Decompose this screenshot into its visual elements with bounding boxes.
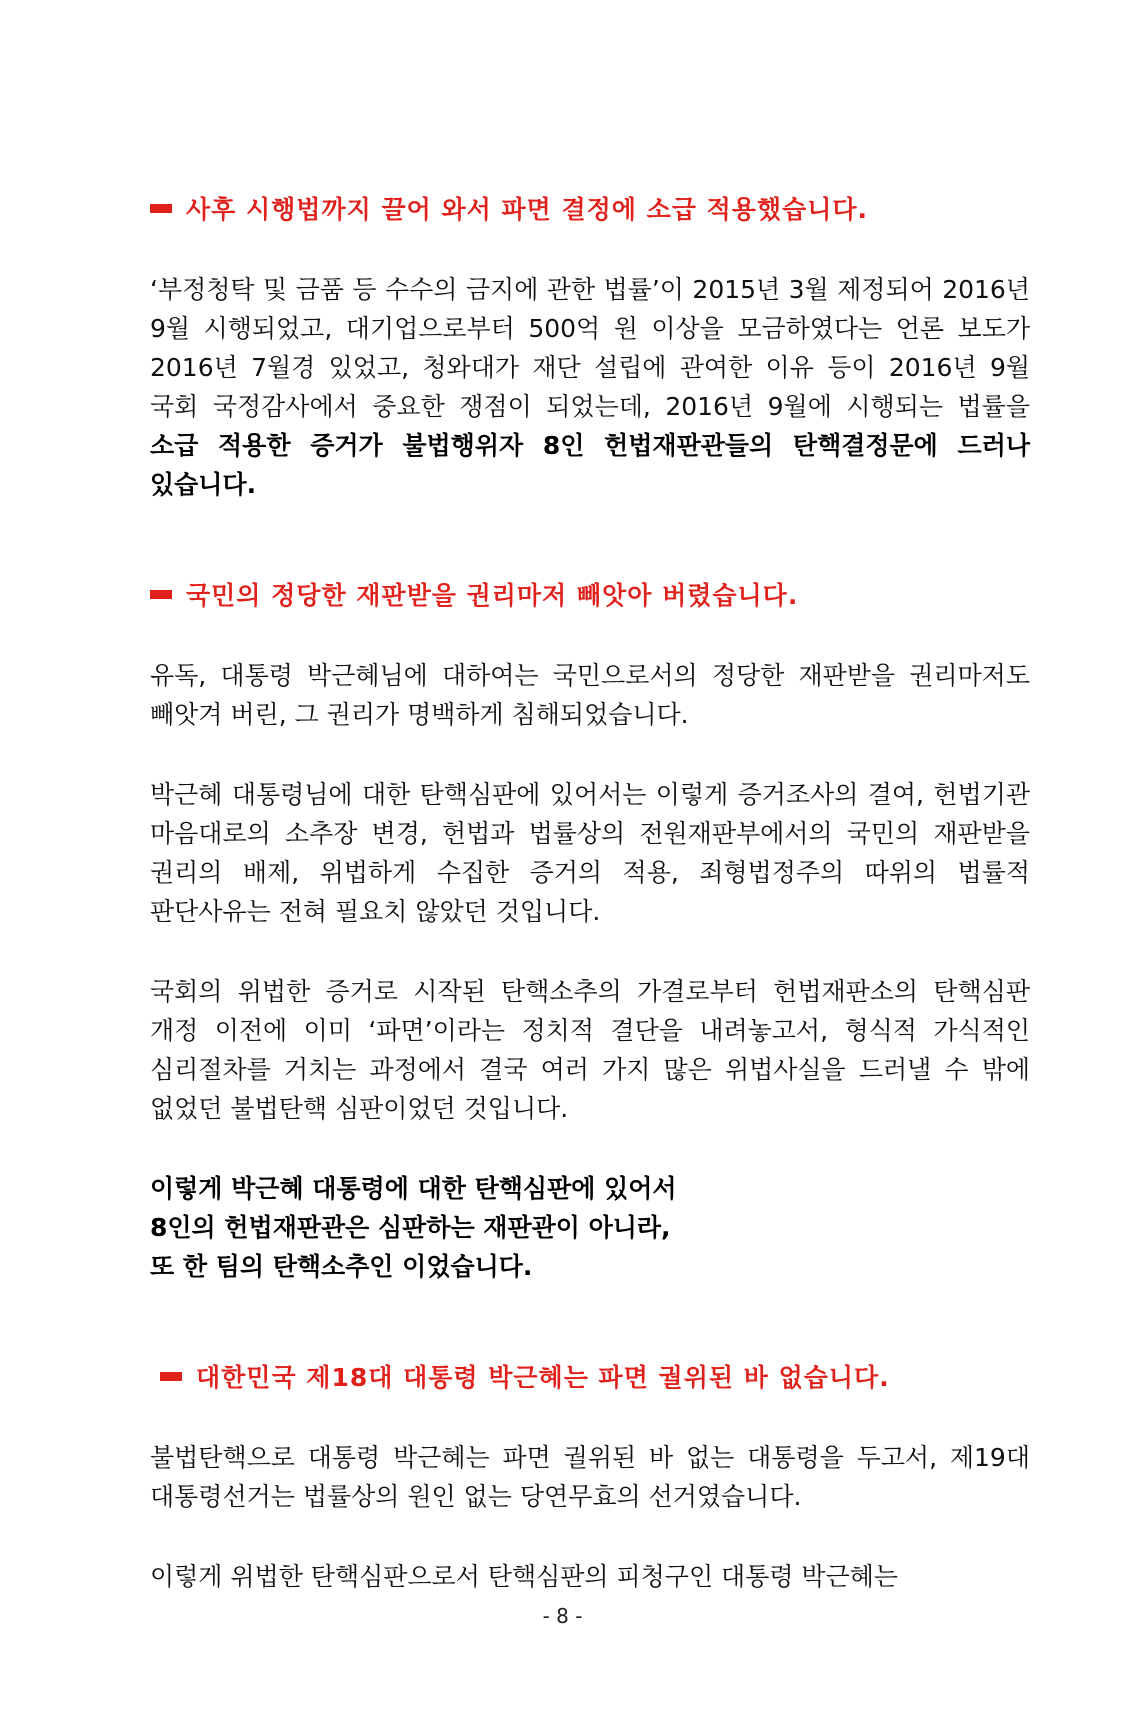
section-heading-2 xyxy=(150,576,1030,612)
bullet-marker-icon xyxy=(150,204,172,213)
section-3-paragraph-2: 이렇게 위법한 탄핵심판으로서 탄핵심판의 피청구인 대통령 박근혜는 xyxy=(150,1562,899,1591)
bold-line-3: 또 한 팀의 탄핵소추인 이었습니다. xyxy=(150,1252,533,1281)
bold-line-2: 8인의 헌법재판관은 심판하는 재판관이 아니라, xyxy=(150,1213,671,1242)
section-heading-2-text: 국민의 정당한 재판받을 권리마저 빼앗아 버렸습니다. xyxy=(186,581,799,610)
section-2-paragraph-1: 유독, 대통령 박근혜님에 대하여는 국민으로서의 정당한 재판받을 권리마저도 빼앗겨 버린, 그 권리가 명백하게 침해되었습니다. xyxy=(150,661,1030,729)
bold-line-1: 이렇게 박근혜 대통령에 대한 탄핵심판에 있어서 xyxy=(150,1174,677,1203)
section-1-paragraph-bold: 소급 적용한 증거가 불법행위자 8인 헌법재판관들의 탄핵결정문에 드러나 있습니다. xyxy=(150,431,1030,499)
bullet-marker-icon xyxy=(150,590,172,599)
section-1-paragraph-normal: ‘부정청탁 및 금품 등 수수의 금지에 관한 법률’이 2015년 3월 제정되어 2016년 9월 시행되었고, 대기업으로부터 500억 원 이상을 모금하였다는 언론 보도가 2016년 7월경 있었고, 청와대가 재단 설립에 관여한 이유 등이 2016년 9월 국회 국정감사에서 중요한 쟁점이 되었는데, 2016년 9월에 시행되는 법률을 xyxy=(150,275,1030,421)
section-2-paragraph-2: 박근혜 대통령님에 대한 탄핵심판에 있어서는 이렇게 증거조사의 결여, 헌법기관 마음대로의 소추장 변경, 헌법과 법률상의 전원재판부에서의 국민의 재판받을 권리의 배제, 위법하게 수집한 증거의 적용, 죄형법정주의 따위의 법률적 판단사유는 전혀 필요치 않았던 것입니다. xyxy=(150,780,1030,926)
section-heading-3 xyxy=(150,1358,1030,1394)
section-2-paragraph-3: 국회의 위법한 증거로 시작된 탄핵소추의 가결로부터 헌법재판소의 탄핵심판 개정 이전에 이미 ‘파면’이라는 정치적 결단을 내려놓고서, 형식적 가식적인 심리절차를 거치는 과정에서 결국 여러 가지 많은 위법사실을 드러낼 수 밖에 없었던 불법탄핵 심판이었던 것입니다. xyxy=(150,977,1030,1123)
page-number: - 8 - xyxy=(542,1604,583,1628)
section-heading-1-text: 사후 시행법까지 끌어 와서 파면 결정에 소급 적용했습니다. xyxy=(186,195,869,224)
section-heading-3-text: 대한민국 제18대 대통령 박근혜는 파면 궐위된 바 없습니다. xyxy=(196,1363,890,1392)
section-heading-1 xyxy=(150,190,1030,226)
section-3-paragraph-1: 불법탄핵으로 대통령 박근혜는 파면 궐위된 바 없는 대통령을 두고서, 제19대 대통령선거는 법률상의 원인 없는 당연무효의 선거였습니다. xyxy=(150,1443,1030,1511)
bullet-marker-icon xyxy=(160,1372,182,1381)
section-2-bold-statement xyxy=(150,1169,1030,1286)
document-page xyxy=(150,190,1030,1596)
section-1-paragraph xyxy=(150,270,1030,504)
